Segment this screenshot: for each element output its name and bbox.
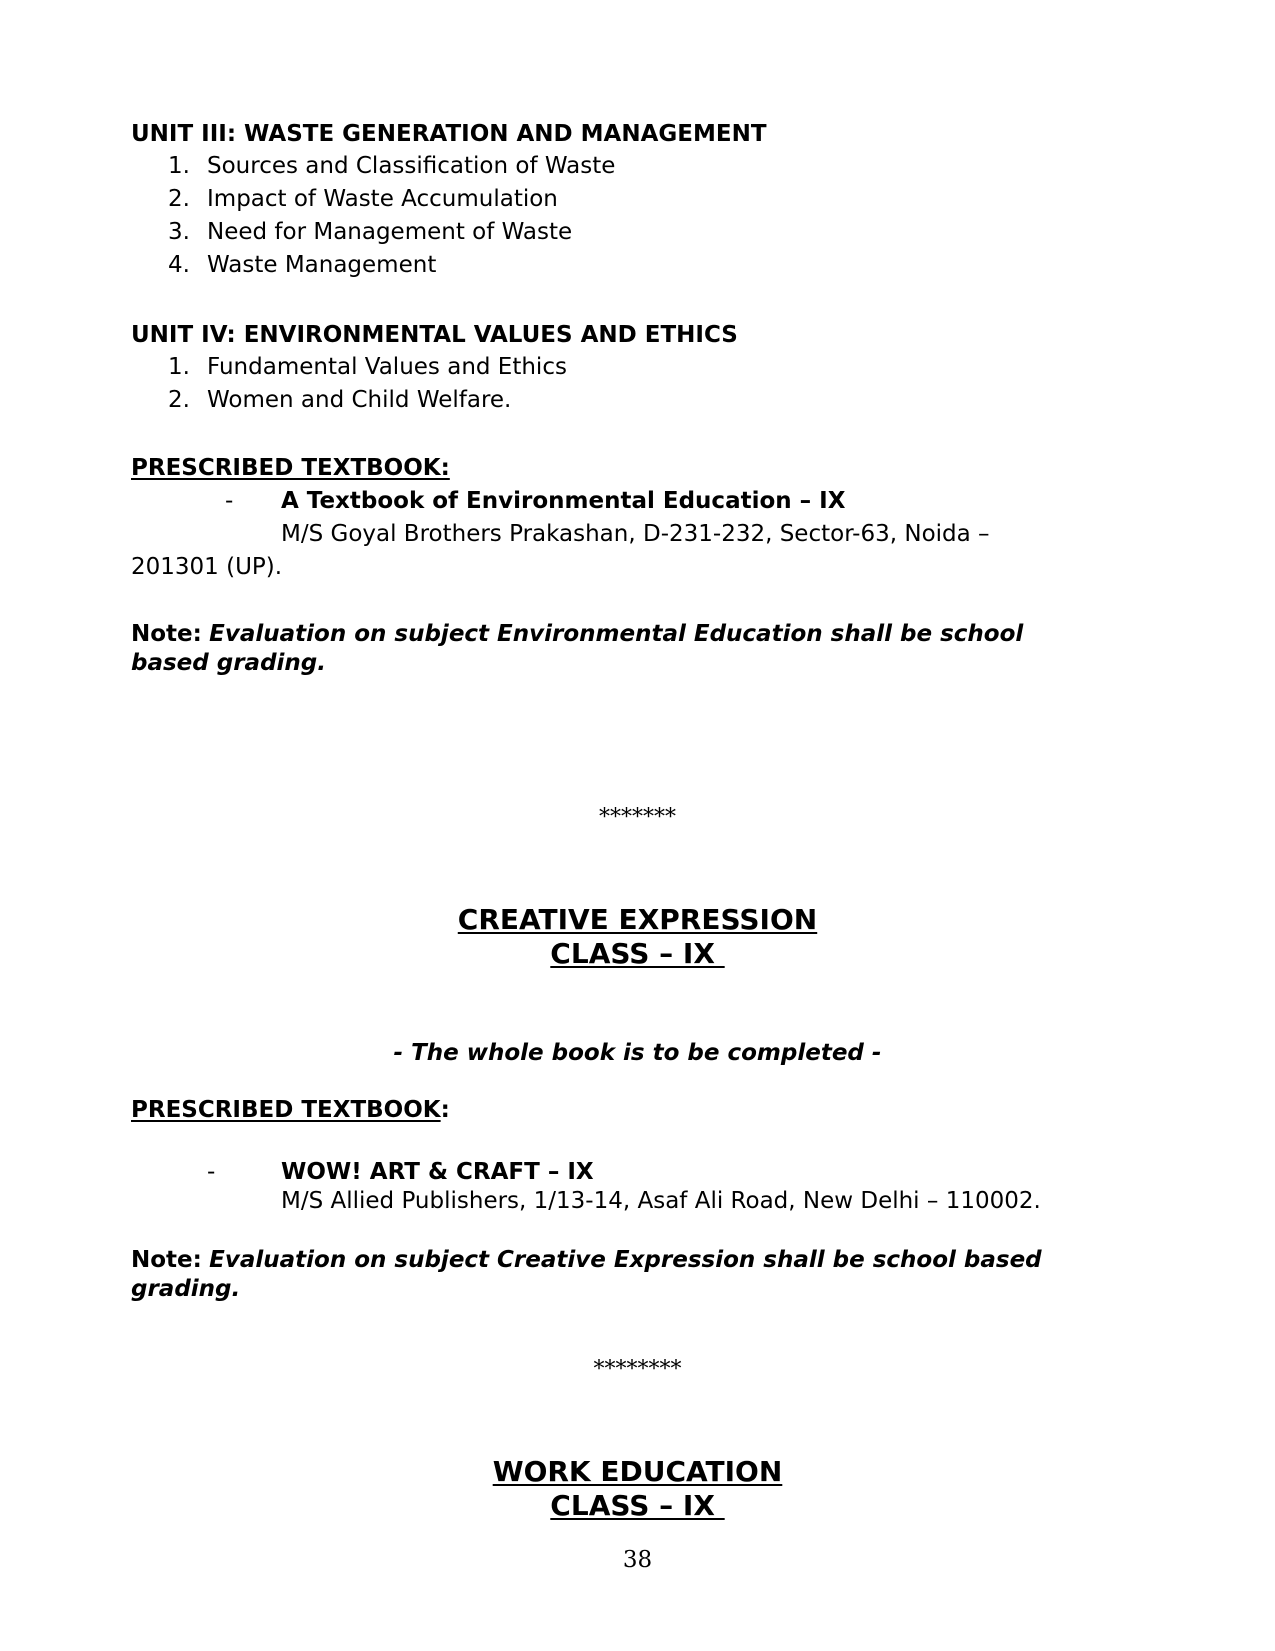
list-item	[0, 354, 1275, 384]
note-text: Evaluation on subject Creative Expression shall be school based	[209, 1247, 1042, 1273]
work-education-title: WORK EDUCATION	[492, 1455, 783, 1488]
textbook-dash: -	[207, 1159, 216, 1185]
note-text-cont: grading.	[131, 1276, 241, 1302]
note-creative	[131, 1246, 1042, 1304]
list-item	[0, 186, 1275, 216]
list-item-number: 3.	[168, 219, 190, 245]
prescribed-textbook-heading: PRESCRIBED TEXTBOOK:	[131, 455, 450, 481]
list-item-number: 2.	[168, 186, 190, 212]
note-text: Evaluation on subject Environmental Education shall be school	[209, 621, 1024, 647]
list-item	[0, 219, 1275, 249]
list-item-text: Women and Child Welfare.	[207, 387, 512, 413]
textbook-title: A Textbook of Environmental Education – IX	[281, 488, 846, 514]
prescribed-textbook-heading-text: PRESCRIBED TEXTBOOK	[131, 1097, 441, 1123]
list-item-number: 2.	[168, 387, 190, 413]
prescribed-textbook-colon: :	[440, 1097, 450, 1123]
creative-expression-subtitle: - The whole book is to be completed -	[393, 1040, 882, 1066]
prescribed-textbook-heading-2	[131, 1097, 450, 1123]
list-item-number: 1.	[168, 153, 190, 179]
section-separator-2: ********	[593, 1357, 682, 1382]
unit-4-heading: UNIT IV: ENVIRONMENTAL VALUES AND ETHICS	[131, 322, 738, 348]
textbook-publisher-line2: 201301 (UP).	[131, 554, 283, 580]
list-item-text: Need for Management of Waste	[207, 219, 573, 245]
section-separator: *******	[599, 805, 676, 830]
note-label: Note:	[131, 621, 202, 647]
note-text-cont: based grading.	[131, 650, 326, 676]
list-item-number: 4.	[168, 252, 190, 278]
note-label: Note:	[131, 1247, 202, 1273]
creative-expression-class: CLASS – IX	[550, 937, 725, 970]
page-number: 38	[622, 1547, 653, 1573]
list-item-text: Sources and Classification of Waste	[207, 153, 616, 179]
note-environmental	[131, 620, 1023, 678]
textbook-publisher: M/S Allied Publishers, 1/13-14, Asaf Ali Road, New Delhi – 110002.	[281, 1188, 1041, 1214]
creative-expression-title: CREATIVE EXPRESSION	[457, 903, 818, 936]
list-item-text: Waste Management	[207, 252, 437, 278]
list-item-text: Impact of Waste Accumulation	[207, 186, 558, 212]
textbook-dash: -	[225, 488, 234, 514]
list-item	[0, 387, 1275, 417]
list-item	[0, 252, 1275, 282]
unit-3-heading: UNIT III: WASTE GENERATION AND MANAGEMENT	[131, 121, 767, 147]
textbook-publisher-line1: M/S Goyal Brothers Prakashan, D-231-232, Sector-63, Noida –	[281, 521, 990, 547]
work-education-class: CLASS – IX	[550, 1489, 725, 1522]
textbook-title: WOW! ART & CRAFT – IX	[281, 1159, 594, 1185]
list-item-number: 1.	[168, 354, 190, 380]
list-item	[0, 153, 1275, 183]
list-item-text: Fundamental Values and Ethics	[207, 354, 567, 380]
